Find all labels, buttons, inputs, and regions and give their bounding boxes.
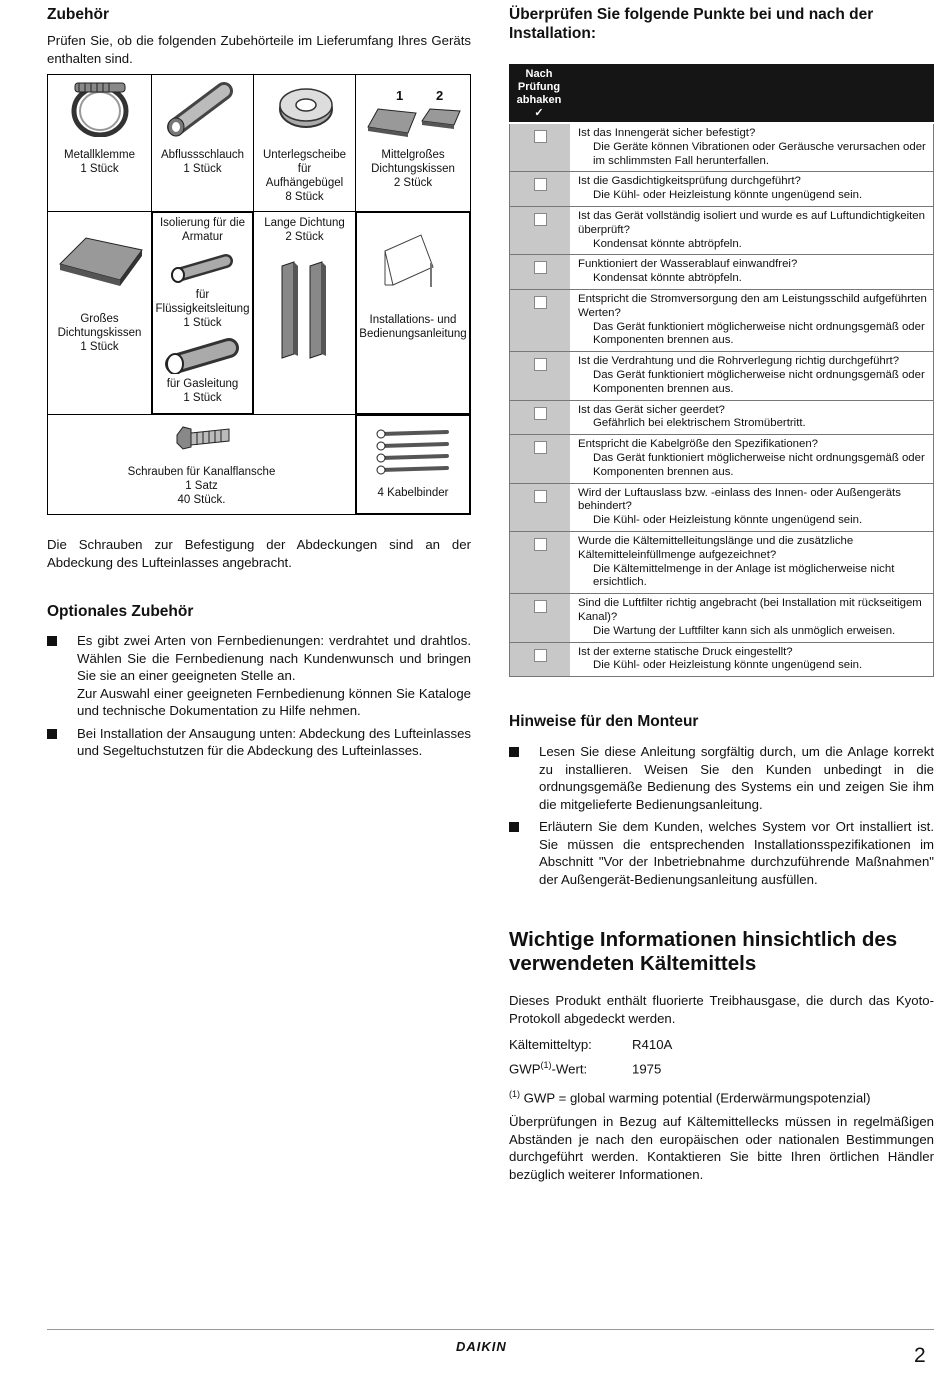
checklist-consequence: Das Gerät funktioniert möglicherweise nicht ordnungsgemäß oder Komponenten brennen aus. <box>593 368 925 395</box>
optional-item-remote-text-2: Zur Auswahl einer geeigneten Fernbedienung können Sie Kataloge und technische Dokumentation zu Hilfe nehmen. <box>77 685 471 718</box>
medium-pad-name-1: Mittelgroßes <box>381 149 445 161</box>
medium-pad-num-1: 1 <box>396 88 404 103</box>
refrigerant-type-value: R410A <box>632 1037 673 1052</box>
screws-name: Schrauben für Kanalflansche <box>127 466 276 478</box>
manual-name-2: Bedienungsanleitung <box>359 328 467 340</box>
checklist-column-header: Nach Prüfung abhaken ✓ <box>509 64 569 122</box>
checklist-header <box>509 64 934 122</box>
checklist-box-cell <box>510 435 570 482</box>
checkbox[interactable] <box>534 130 547 143</box>
checklist-text <box>570 643 934 677</box>
screw-icon <box>173 421 233 455</box>
checklist-row <box>510 290 934 352</box>
checklist-question: Entspricht die Kabelgröße den Spezifikationen? <box>578 438 818 451</box>
checkbox[interactable] <box>534 296 547 309</box>
page-number: 2 <box>914 1344 926 1367</box>
checkbox[interactable] <box>534 600 547 613</box>
insulation-title-1: Isolierung für die <box>159 217 246 229</box>
checklist-row <box>510 401 934 436</box>
installer-item-read-text: Lesen Sie diese Anleitung sorgfältig durch, um die Anlage korrekt zu installieren. Weisen Sie den Kunden unbedingt in die ordnungsgemäße Bedienung des Systems ein und zeigen Sie ihm die mitgelieferte Bedienungsanleitung. <box>539 744 934 812</box>
checkbox[interactable] <box>534 649 547 662</box>
checkbox[interactable] <box>534 441 547 454</box>
checklist-heading: Überprüfen Sie folgende Punkte bei und nach der Installation: <box>509 6 874 42</box>
cell-insulation <box>151 211 254 415</box>
long-seal-icon <box>276 260 336 360</box>
metal-clamp-qty: 1 Stück <box>80 163 119 175</box>
checkbox[interactable] <box>534 358 547 371</box>
gas-insulation-name: für Gasleitung <box>166 378 239 390</box>
optional-item-intake-text: Bei Installation der Ansaugung unten: Abdeckung des Lufteinlasses und Segeltuchstutzen für die Abdeckung des Lufteinlasses. <box>77 725 471 758</box>
checklist-box-cell <box>510 207 570 254</box>
checklist-text <box>570 207 934 254</box>
large-pad-name-2: Dichtungskissen <box>57 327 142 339</box>
checklist-text <box>570 435 934 482</box>
liquid-insulation-icon <box>170 253 240 283</box>
checklist-box-cell <box>510 532 570 593</box>
checkbox[interactable] <box>534 490 547 503</box>
gas-insulation-icon <box>165 338 245 374</box>
checklist-consequence: Das Gerät funktioniert möglicherweise nicht ordnungsgemäß oder Komponenten brennen aus. <box>593 451 925 478</box>
checklist-consequence: Das Gerät funktioniert möglicherweise nicht ordnungsgemäß oder Komponenten brennen aus. <box>593 320 925 347</box>
medium-pad-name-2: Dichtungskissen <box>371 163 455 175</box>
checklist-question: Ist die Verdrahtung und die Rohrverlegung richtig durchgeführt? <box>578 355 900 368</box>
checklist-text <box>570 352 934 399</box>
refrigerant-intro: Dieses Produkt enthält fluorierte Treibhausgase, die durch das Kyoto-Protokoll abgedeckt werden. <box>509 993 934 1026</box>
optional-item-intake <box>47 725 471 760</box>
long-seal-qty: 2 Stück <box>285 231 324 243</box>
checkbox[interactable] <box>534 261 547 274</box>
checklist-consequence: Kondensat könnte abtröpfeln. <box>593 237 742 250</box>
optional-heading: Optionales Zubehör <box>47 603 194 620</box>
refrigerant-gwp-value: 1975 <box>632 1061 662 1077</box>
checklist-question: Ist das Innengerät sicher befestigt? <box>578 127 756 139</box>
checklist-row <box>510 643 934 678</box>
cell-long-seal <box>253 211 356 415</box>
checkbox[interactable] <box>534 213 547 226</box>
checklist-box-cell <box>510 352 570 399</box>
checklist-box-cell <box>510 643 570 677</box>
checklist-consequence: Die Kühl- oder Heizleistung könnte ungenügend sein. <box>593 514 863 527</box>
refrigerant-type-row <box>509 1034 672 1055</box>
optional-item-remote <box>47 632 471 720</box>
checklist-text <box>570 124 934 171</box>
refrigerant-gwp-row <box>509 1055 661 1079</box>
long-seal-name: Lange Dichtung <box>264 217 345 229</box>
accessories-heading: Zubehör <box>47 6 109 23</box>
washer-target: Aufhängebügel <box>265 177 344 189</box>
checklist-consequence: Gefährlich bei elektrischem Stromübertritt. <box>593 417 806 430</box>
square-bullet-icon <box>509 822 519 832</box>
checklist-body <box>509 124 934 677</box>
washer-for: für <box>297 163 312 175</box>
manual-icon <box>381 231 441 291</box>
checklist-question: Ist das Gerät vollständig isoliert und wurde es auf Luftundichtigkeiten überprüft? <box>578 209 925 236</box>
cell-manual <box>355 211 471 415</box>
cell-cable-ties <box>355 414 471 515</box>
checklist-text <box>570 290 934 351</box>
installer-heading: Hinweise für den Monteur <box>509 713 699 730</box>
checklist-consequence: Die Kältemittelmenge in der Anlage ist möglicherweise nicht ersichtlich. <box>593 562 895 589</box>
checklist-row <box>510 352 934 400</box>
washer-qty: 8 Stück <box>285 191 324 203</box>
cell-drain-hose <box>151 74 254 212</box>
drain-hose-qty: 1 Stück <box>183 163 222 175</box>
checklist-row <box>510 255 934 290</box>
refrigerant-footnote: $^{(1)}$ GWP = global warming potential (Erderwärmungspotenzial) <box>509 1089 871 1106</box>
gas-insulation-qty: 1 Stück <box>183 392 222 404</box>
checklist-text <box>570 401 934 435</box>
checklist-row <box>510 484 934 532</box>
checklist-row <box>510 594 934 642</box>
installer-item-explain-text: Erläutern Sie dem Kunden, welches System vor Ort installiert ist. Sie müssen die entsprechenden Installationsspezifikationen im Abschnitt "Vor der Inbetriebnahme durchzuführende Maßnahmen" der Außengerät-Bedienungsanleitung ausfüllen. <box>539 819 934 887</box>
checklist-question: Wurde die Kältemittelleitungslänge und die zusätzliche Kältemitteleinfüllmenge aufgezeichnet? <box>578 534 854 561</box>
washer-name: Unterlegscheibe <box>262 149 347 161</box>
cable-ties-name: 4 Kabelbinder <box>377 487 449 499</box>
checklist-consequence: Die Geräte können Vibrationen oder Geräusche verursachen oder im schlimmsten Fall herunterfallen. <box>593 140 926 167</box>
large-pad-qty: 1 Stück <box>80 341 119 353</box>
checklist-row <box>510 532 934 594</box>
accessories-table <box>47 74 471 515</box>
cell-washer <box>253 74 356 212</box>
cell-medium-pad <box>355 74 471 212</box>
checkmark-icon: ✓ <box>534 107 544 119</box>
checklist-consequence: Die Wartung der Luftfilter kann sich als unmöglich erweisen. <box>593 624 896 637</box>
screws-set: 1 Satz <box>185 480 218 492</box>
medium-pad-qty: 2 Stück <box>393 177 433 189</box>
refrigerant-type-label: Kältemitteltyp: <box>509 1037 592 1052</box>
refrigerant-outro: Überprüfungen in Bezug auf Kältemittellecks müssen in regelmäßigen Abständen je nach den europäischen oder nationalen Bestimmungen durchgeführt werden. Kontaktieren Sie bitte Ihren örtlichen Händler bezüglich weiterer Informationen. <box>509 1114 934 1182</box>
checklist-row <box>510 435 934 483</box>
footer-divider <box>47 1329 934 1330</box>
accessories-intro: Prüfen Sie, ob die folgenden Zubehörteile im Lieferumfang Ihres Geräts enthalten sind. <box>47 33 471 66</box>
checklist-row <box>510 172 934 207</box>
installer-list <box>509 743 934 893</box>
checklist-box-cell <box>510 484 570 531</box>
liquid-insulation-for: für <box>195 289 210 301</box>
accessories-note: Die Schrauben zur Befestigung der Abdeckungen sind an der Abdeckung des Lufteinlasses angebracht. <box>47 537 471 570</box>
daikin-logo: DAIKIN <box>456 1339 507 1354</box>
checkbox[interactable] <box>534 538 547 551</box>
checklist-question: Ist die Gasdichtigkeitsprüfung durchgeführt? <box>578 175 801 188</box>
drain-hose-name: Abflussschlauch <box>160 149 245 161</box>
square-bullet-icon <box>47 636 57 646</box>
checklist-question: Ist das Gerät sicher geerdet? <box>578 403 725 416</box>
liquid-insulation-name: Flüssigkeitsleitung <box>155 303 250 315</box>
liquid-insulation-qty: 1 Stück <box>183 317 222 329</box>
medium-pad-icon <box>364 103 464 143</box>
checklist-row <box>510 207 934 255</box>
checklist-question: Ist der externe statische Druck eingestellt? <box>578 645 793 658</box>
checklist-box-cell <box>510 124 570 171</box>
refrigerant-gwp-label: GWP$^{(1)}$-Wert: <box>509 1060 588 1077</box>
checklist-table <box>509 64 934 677</box>
checklist-consequence: Die Kühl- oder Heizleistung könnte ungenügend sein. <box>593 189 863 202</box>
optional-item-remote-text-1: Es gibt zwei Arten von Fernbedienungen: verdrahtet und drahtlos. Wählen Sie die Fernbedienung nach Kundenwunsch und bringen Sie sie an einer geeigneten Stelle an. <box>77 633 471 683</box>
cable-ties-icon <box>375 426 455 480</box>
checklist-question: Funktioniert der Wasserablauf einwandfrei? <box>578 258 798 271</box>
installer-item-read <box>509 743 934 813</box>
checklist-text <box>570 532 934 593</box>
checklist-question: Sind die Luftfilter richtig angebracht (bei Installation mit rückseitigem Kanal)? <box>578 597 922 623</box>
large-pad-icon <box>56 232 146 292</box>
refrigerant-title: Wichtige Informationen hinsichtlich des verwendeten Kältemittels <box>509 928 898 975</box>
checklist-box-cell <box>510 594 570 641</box>
screws-qty: 40 Stück. <box>177 494 226 506</box>
washer-icon <box>276 83 336 133</box>
installer-item-explain <box>509 818 934 888</box>
checklist-box-cell <box>510 172 570 206</box>
large-pad-name-1: Großes <box>80 313 119 325</box>
checklist-consequence: Die Kühl- oder Heizleistung könnte ungenügend sein. <box>593 659 863 672</box>
optional-list <box>47 632 471 765</box>
manual-name-1: Installations- und <box>369 314 457 326</box>
checklist-text <box>570 594 934 641</box>
checklist-text <box>570 255 934 289</box>
cell-metal-clamp <box>47 74 152 212</box>
cell-large-pad <box>47 211 152 415</box>
square-bullet-icon <box>47 729 57 739</box>
checklist-question: Wird der Luftauslass bzw. -einlass des Innen- oder Außengeräts behindert? <box>578 486 901 513</box>
checkbox[interactable] <box>534 407 547 420</box>
square-bullet-icon <box>509 747 519 757</box>
checklist-text <box>570 172 934 206</box>
medium-pad-num-2: 2 <box>436 88 444 103</box>
checklist-consequence: Kondensat könnte abtröpfeln. <box>593 272 742 285</box>
checklist-row <box>510 124 934 172</box>
insulation-title-2: Armatur <box>182 231 223 243</box>
metal-clamp-icon <box>65 79 135 137</box>
checklist-question: Entspricht die Stromversorgung den am Leistungsschild aufgeführten Werten? <box>578 292 927 319</box>
drain-hose-icon <box>164 79 244 139</box>
checklist-box-cell <box>510 255 570 289</box>
checklist-box-cell <box>510 290 570 351</box>
cell-screws <box>47 414 356 515</box>
checklist-text <box>570 484 934 531</box>
checklist-box-cell <box>510 401 570 435</box>
checkbox[interactable] <box>534 178 547 191</box>
metal-clamp-name: Metallklemme <box>64 149 135 161</box>
